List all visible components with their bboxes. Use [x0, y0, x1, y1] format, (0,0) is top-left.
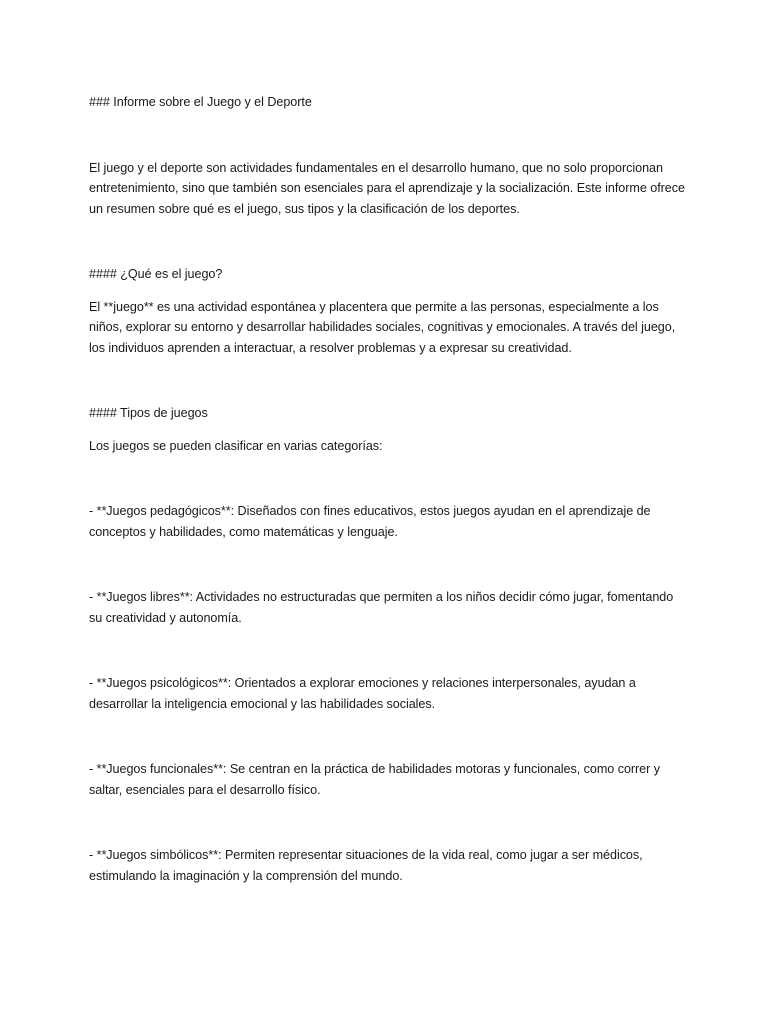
game-types-list: [89, 501, 685, 886]
section-lead-tipos-de-juegos: Los juegos se pueden clasificar en varias categorías:: [89, 438, 383, 453]
list-item: - **Juegos funcionales**: Se centran en la práctica de habilidades motoras y funcionales, como correr y saltar, esenciales para el desarrollo físico.: [89, 762, 660, 797]
list-item: - **Juegos libres**: Actividades no estructuradas que permiten a los niños decidir cómo jugar, fomentando su creatividad y autonomía.: [89, 590, 674, 625]
intro-paragraph: El juego y el deporte son actividades fundamentales en el desarrollo humano, que no solo proporcionan entretenimiento, sino que también son esenciales para el aprendizaje y la socialización. Este informe ofrece un resumen sobre qué es el juego, sus tipos y la clasificación de los deportes.: [89, 160, 685, 216]
document-body: [89, 92, 685, 886]
section-paragraph-que-es-el-juego: El **juego** es una actividad espontánea y placentera que permite a las personas, especialmente a los niños, explorar su entorno y desarrollar habilidades sociales, cognitivas y emocionales. A través del juego, los individuos aprenden a interactuar, a resolver problemas y a expresar su creatividad.: [89, 299, 676, 355]
list-item: - **Juegos pedagógicos**: Diseñados con fines educativos, estos juegos ayudan en el aprendizaje de conceptos y habilidades, como matemáticas y lenguaje.: [89, 504, 651, 539]
section-heading-tipos-de-juegos: #### Tipos de juegos: [89, 406, 208, 420]
list-item: - **Juegos simbólicos**: Permiten representar situaciones de la vida real, como jugar a ser médicos, estimulando la imaginación y la comprensión del mundo.: [89, 848, 643, 883]
document-title: ### Informe sobre el Juego y el Deporte: [89, 95, 312, 109]
section-heading-que-es-el-juego: #### ¿Qué es el juego?: [89, 267, 223, 281]
list-item: - **Juegos psicológicos**: Orientados a explorar emociones y relaciones interpersonales, ayudan a desarrollar la inteligencia emocional y las habilidades sociales.: [89, 676, 636, 711]
